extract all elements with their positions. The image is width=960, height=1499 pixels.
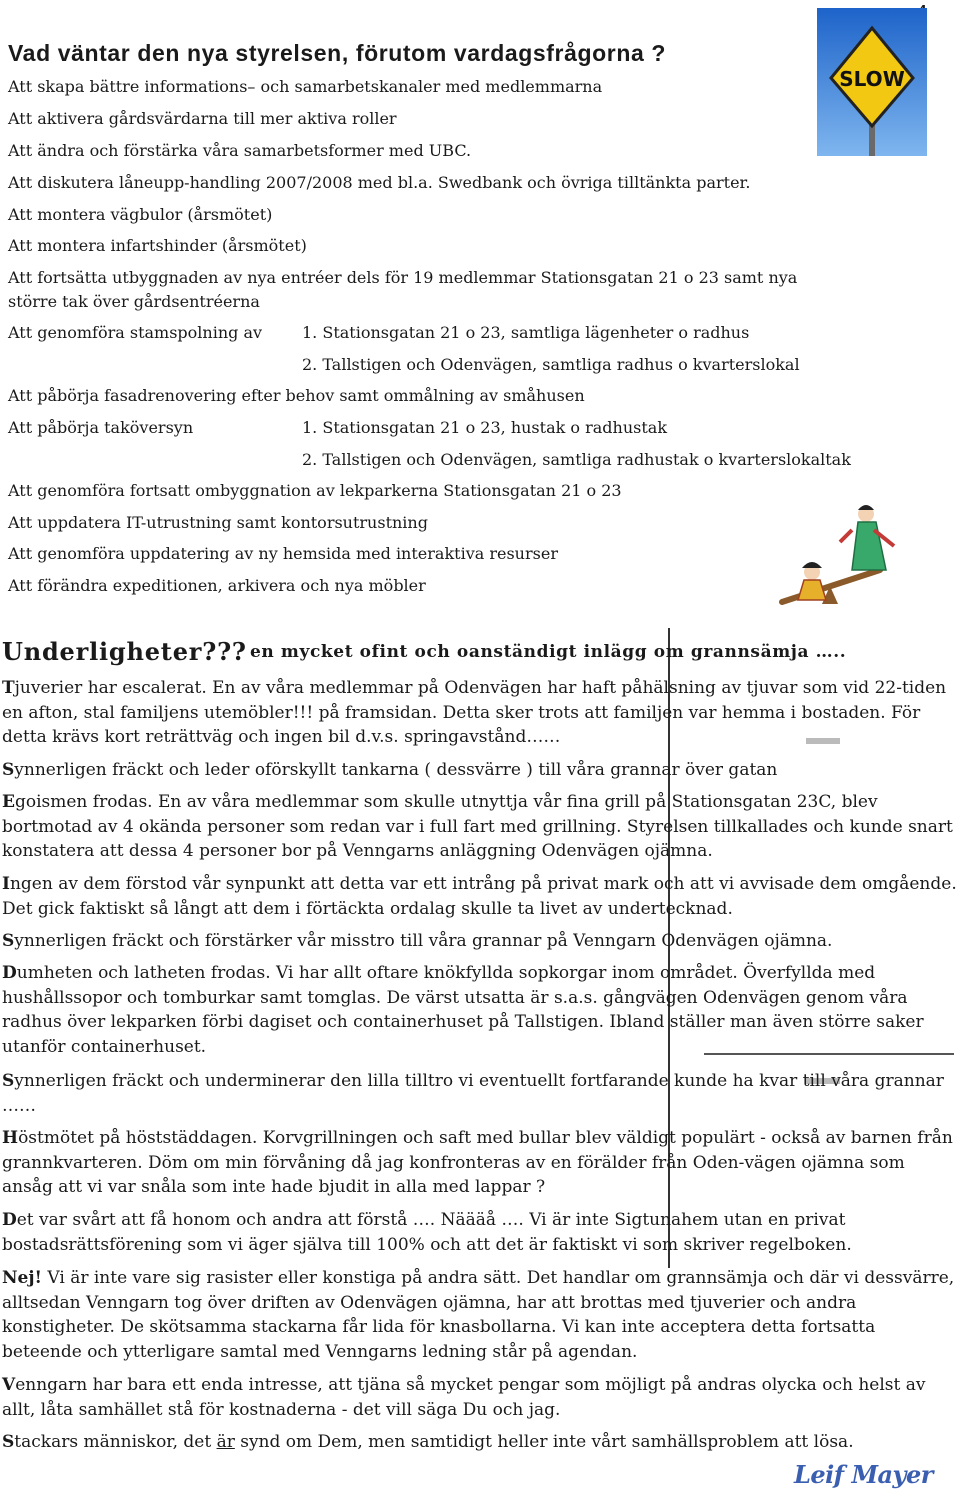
goal-item: Att aktivera gårdsvärdarna till mer aktiva roller: [8, 109, 397, 128]
goal-item: Att påbörja fasadrenovering efter behov samt ommålning av småhusen: [8, 386, 585, 405]
paragraph-initial: V: [2, 1375, 16, 1395]
paragraph-text: Vi är inte vare sig rasister eller konstiga på andra sätt. Det handlar om grannsämja och där vi dessvärre, alltsedan Venngarn tog över driften av Odenvägen ojämna, har att brottas med tjuverier och andra konstigheter. De skötsamma stackarna får lida för knasbollarna. Vi kan inte acceptera detta fortsatta beteende och ytterligare samtal med Venngarns ledning står på agendan.: [2, 1268, 955, 1362]
paragraph: [2, 1266, 957, 1364]
paragraph-initial: S: [2, 1071, 15, 1091]
goal-subitem: 1. Stationsgatan 21 o 23, hustak o radhustak: [302, 418, 668, 437]
goal-item: Att montera vägbulor (årsmötet): [8, 205, 273, 224]
goal-subitem: 1. Stationsgatan 21 o 23, samtliga lägenheter o radhus: [302, 323, 750, 342]
paragraph-text: umheten och latheten frodas. Vi har allt oftare knökfyllda sopkorgar inom området. Överfyllda med hushållssopor och tomburkar samt tomglas. De värst utsatta är s.a.s. gångvägen Odenvägen genom våra radhus över lekparken förbi dagiset och containerhuset på Tallstigen. Ibland ställer man även större saker utanför containerhuset.: [2, 963, 924, 1057]
goal-item: Att genomföra uppdatering av ny hemsida med interaktiva resurser: [8, 544, 558, 563]
section-title: Underligheter???: [2, 637, 247, 666]
underlined-word: är: [216, 1432, 235, 1452]
paragraph: [2, 1430, 957, 1455]
paragraph: [2, 1069, 957, 1118]
goal-item: Att fortsätta utbyggnaden av nya entréer dels för 19 medlemmar Stationsgatan 21 o 23 samt nya: [8, 268, 798, 287]
paragraph-initial: H: [2, 1128, 19, 1148]
paragraph-initial: S: [2, 931, 15, 951]
goal-item: Att diskutera låneupp-handling 2007/2008 med bl.a. Swedbank och övriga tilltänkta parter.: [8, 173, 751, 192]
paragraph: [2, 790, 957, 864]
paragraph-text: ynnerligen fräckt och leder oförskyllt tankarna ( dessvärre ) till våra grannar över gatan: [14, 760, 778, 780]
paragraph: [2, 1126, 957, 1200]
paragraph-text: tackars människor, det: [14, 1432, 217, 1452]
paragraph-text: juverier har escalerat. En av våra medlemmar på Odenvägen har haft påhälsning av tjuvar som vid 22-tiden en afton, stal familjens utemöbler!!! på framsidan. Detta sker trots att familjen var hemma i bostaden. För detta krävs kort reträttväg och ingen bil d.v.s. springavstånd……: [2, 678, 947, 747]
paragraph-text: enngarn har bara ett enda intresse, att tjäna så mycket pengar som möjligt på andras olycka och helst av allt, låta samhället stå för kostnaderna - det vill säga Du och jag.: [2, 1375, 926, 1420]
paragraph-text: ynnerligen fräckt och förstärker vår misstro till våra grannar på Venngarn Odenvägen ojämna.: [14, 931, 833, 951]
paragraph-text: östmötet på höststäddagen. Korvgrillningen och saft med bullar blev väldigt populärt - också av barnen från grannkvarteren. Döm om min förvåning då jag konfronteras av en förälder från Oden-vägen ojämna som ansåg att vi var snåla som inte hade bjudit in alla med lappar ?: [2, 1128, 953, 1197]
goal-item: Att genomföra fortsatt ombyggnation av lekparkerna Stationsgatan 21 o 23: [8, 481, 622, 500]
paragraph-initial: T: [2, 678, 15, 698]
paragraph: [2, 1208, 957, 1257]
paragraph-initial: I: [2, 874, 10, 894]
page-heading: Vad väntar den nya styrelsen, förutom vardagsfrågorna ?: [8, 40, 667, 66]
goal-item: Att påbörja taköversyn: [8, 418, 194, 437]
goal-item: Att genomföra stamspolning av: [8, 323, 263, 342]
goal-subitem: 2. Tallstigen och Odenvägen, samtliga radhustak o kvarterslokaltak: [302, 450, 851, 469]
goal-item: Att montera infartshinder (årsmötet): [8, 236, 307, 255]
paragraph: [2, 1373, 957, 1422]
paragraph: [2, 676, 957, 750]
paragraph-text: et var svårt att få honom och andra att förstå …. Näääå …. Vi är inte Sigtunahem utan en privat bostadsrättsförening som vi äger själva till 100% och att det är faktiskt vi som skriver regelboken.: [2, 1210, 852, 1255]
goal-item: större tak över gårdsentréerna: [8, 292, 260, 311]
paragraph-text: goismen frodas. En av våra medlemmar som skulle utnyttja vår fina grill på Stationsgatan 23C, blev bortmotad av 4 okända personer som redan var i full fart med grillning. Styrelsen tillkallades och kunde snart konstatera att dessa 4 personer bor på Venngarns anläggning Odenvägen ojämna.: [2, 792, 953, 861]
paragraph-text: ngen av dem förstod vår synpunkt att detta var ett intrång på privat mark och att vi avvisade dem omgående. Det gick faktiskt så långt att dem i förtäckta ordalag skulle ta livet av undertecknad.: [2, 874, 957, 919]
goal-item: Att skapa bättre informations– och samarbetskanaler med medlemmarna: [8, 77, 603, 96]
paragraph: [2, 872, 957, 921]
paragraph-initial: D: [2, 1210, 17, 1230]
paragraph-initial: D: [2, 963, 17, 983]
paragraph-text: ynnerligen fräckt och underminerar den lilla tilltro vi eventuellt fortfarande kunde ha kvar till våra grannar ……: [2, 1071, 944, 1116]
paragraph: [2, 758, 957, 783]
seesaw-dolls-illustration: [772, 500, 922, 630]
slow-sign-image: [817, 8, 927, 156]
goal-item: Att uppdatera IT-utrustning samt kontorsutrustning: [8, 513, 428, 532]
goal-subitem: 2. Tallstigen och Odenvägen, samtliga radhus o kvarterslokal: [302, 355, 800, 374]
section-subtitle: en mycket ofint och oanständigt inlägg om grannsämja …..: [250, 642, 847, 662]
paragraph-initial: S: [2, 1432, 15, 1452]
paragraph-text: synd om Dem, men samtidigt heller inte vårt samhällsproblem att lösa.: [234, 1432, 854, 1452]
goal-item: Att förändra expeditionen, arkivera och nya möbler: [8, 576, 426, 595]
paragraph-initial: S: [2, 760, 15, 780]
goal-item: Att ändra och förstärka våra samarbetsformer med UBC.: [8, 141, 472, 160]
paragraph-initial: E: [2, 792, 15, 812]
paragraph: [2, 961, 957, 1059]
paragraph: [2, 929, 957, 954]
slow-sign-text: SLOW: [839, 67, 905, 91]
signature: Leif Mayer: [794, 1460, 933, 1489]
paragraph-initial: Nej!: [2, 1268, 42, 1288]
